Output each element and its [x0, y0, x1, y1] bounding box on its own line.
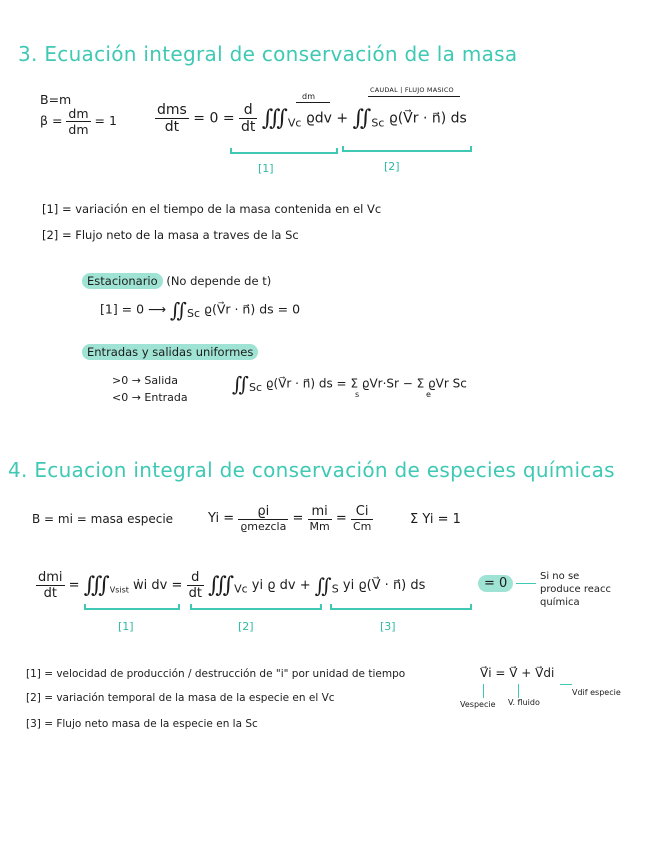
d-num: d [239, 102, 257, 119]
uniform-line [82, 345, 258, 359]
stationary-label: Estacionario [82, 273, 163, 289]
rho-dv: ϱdv + [305, 110, 349, 127]
mass-equation [155, 102, 467, 135]
species-definition-1: [1] = velocidad de producción / destrucción de "i" por unidad de tiempo [26, 668, 406, 680]
velocity-equation: V⃗i = V⃗ + V⃗di [480, 666, 555, 680]
species-bracket1-underline [84, 604, 180, 610]
uniform-equation [232, 372, 467, 396]
y-eq-1: = [292, 511, 304, 526]
zero-badge: = 0 [478, 575, 513, 592]
dm-overline [296, 102, 330, 103]
sc-subscript: Sc [371, 116, 385, 130]
species-eq: = [68, 578, 80, 593]
dms-dt-fraction [155, 102, 189, 135]
section4-title: 4. Ecuacion integral de conservación de especies químicas [8, 458, 615, 482]
y-num-3: Ci [351, 504, 373, 520]
species-surface-integral-icon: ∬ [314, 573, 332, 598]
beta-den: dm [68, 122, 89, 137]
species-bracket2: [2] [238, 620, 254, 633]
double-integral-icon: ∬ [352, 106, 372, 131]
beta-rhs: = 1 [94, 113, 117, 128]
mass-fraction-equation [208, 504, 373, 533]
dmi-den: dt [43, 586, 57, 601]
stationary-sc-sub: Sc [187, 307, 201, 320]
uniform-rhs: Σ ϱVr·Sr − Σ ϱVr Sc [350, 376, 467, 391]
storage-term: yi ϱ dv + [251, 578, 311, 593]
y-num-2: mi [308, 504, 332, 520]
species-bracket3: [3] [380, 620, 396, 633]
in-rule: <0 → Entrada [112, 391, 188, 404]
dm-over-label: dm [302, 92, 316, 101]
species-bracket2-underline [190, 604, 322, 610]
stationary-equation [100, 298, 300, 322]
dmi-num: dmi [38, 570, 63, 585]
species-bracket3-underline [330, 604, 472, 610]
uniform-integral-icon: ∬ [232, 372, 250, 396]
dmi-dt-fraction [36, 570, 65, 601]
uniform-label: Entradas y salidas uniformes [82, 344, 258, 360]
beta-fraction [66, 106, 90, 137]
y-fraction-3 [351, 504, 373, 533]
species-definition-2: [2] = variación temporal de la masa de la especie en el Vc [26, 692, 335, 704]
uniform-lhs: ϱ(V⃗r · n⃗) ds = [265, 376, 351, 391]
stationary-line [82, 274, 271, 288]
beta-num: dm [68, 106, 89, 121]
definition-1: [1] = variación en el tiempo de la masa contenida en el Vc [42, 202, 382, 216]
stationary-lhs: [1] = 0 ⟶ [100, 301, 166, 317]
species-d-dt [187, 570, 204, 601]
fluid-arrow-icon [518, 684, 519, 698]
stationary-rhs: ϱ(V⃗r · n⃗) ds = 0 [204, 301, 301, 317]
section3-title: 3. Ecuación integral de conservación de la masa [18, 42, 518, 66]
sum-sub-e: e [426, 390, 431, 399]
y-eq-2: = [335, 511, 347, 526]
species-arrow-icon [483, 684, 484, 698]
d-dt-fraction [239, 102, 257, 135]
y-fraction-2 [308, 504, 332, 533]
vsist-subscript: Vsist [109, 585, 129, 595]
uniform-sc-sub: Sc [249, 380, 263, 394]
stationary-integral-icon: ∬ [169, 298, 187, 322]
velocity-label-species: Vespecie [460, 700, 496, 709]
velocity-label-dif: Vdif especie [572, 688, 621, 697]
vc-subscript: Vc [287, 116, 302, 130]
flux-expression: ϱ(V⃗r · n⃗) ds [388, 110, 467, 127]
bracket2-label: [2] [384, 160, 400, 173]
sum-y: Σ Yi = 1 [410, 512, 461, 527]
y-lhs: Yi = [208, 511, 235, 526]
d-den: dt [241, 119, 256, 135]
species-bracket1: [1] [118, 620, 134, 633]
y-den-1: ϱmezcla [240, 520, 287, 533]
dms-den: dt [164, 119, 180, 135]
b-definition: B=m [40, 92, 72, 107]
species-triple-integral-icon: ∭ [83, 573, 110, 598]
species-s-sub: S [331, 582, 339, 596]
triple-integral-icon: ∭ [261, 106, 288, 131]
dif-arrow-icon [560, 684, 572, 685]
bracket1-underline [230, 148, 338, 154]
velocity-label-fluid: V. fluido [508, 698, 540, 707]
beta-definition [40, 106, 117, 137]
y-fraction-1 [238, 504, 288, 533]
species-d-num: d [187, 570, 204, 586]
species-b-definition: B = mi = masa especie [32, 512, 174, 526]
y-den-3: Cm [352, 520, 372, 533]
flux-term: yi ϱ(V⃗ · n⃗) ds [342, 578, 426, 593]
sum-sub-s: s [355, 390, 360, 399]
y-num-1: ϱi [238, 504, 288, 520]
dms-num: dms [157, 102, 187, 118]
species-equation [36, 570, 425, 601]
bracket2-underline [342, 146, 472, 152]
flux-overline [368, 96, 460, 97]
species-vc-integral-icon: ∭ [208, 573, 235, 598]
arrow-icon [516, 583, 536, 584]
bracket1-label: [1] [258, 162, 274, 175]
eq-zero: = 0 = [193, 110, 235, 127]
definition-2: [2] = Flujo neto de la masa a traves de la Sc [42, 228, 299, 242]
species-d-den: dt [188, 586, 202, 601]
species-definition-3: [3] = Flujo neto masa de la especie en la Sc [26, 718, 258, 730]
species-eq2: = [171, 578, 183, 593]
generation-term: ẇi dv [133, 578, 168, 593]
out-rule: >0 → Salida [112, 374, 178, 387]
no-reaction-note: Si no se produce reacc química [540, 571, 612, 608]
y-den-2: Mm [309, 520, 330, 533]
flux-label: CAUDAL | FLUJO MASICO [370, 86, 454, 94]
species-vc-sub: Vc [234, 582, 248, 596]
stationary-note: (No depende de t) [166, 274, 272, 288]
beta-lhs: β = [40, 113, 63, 128]
